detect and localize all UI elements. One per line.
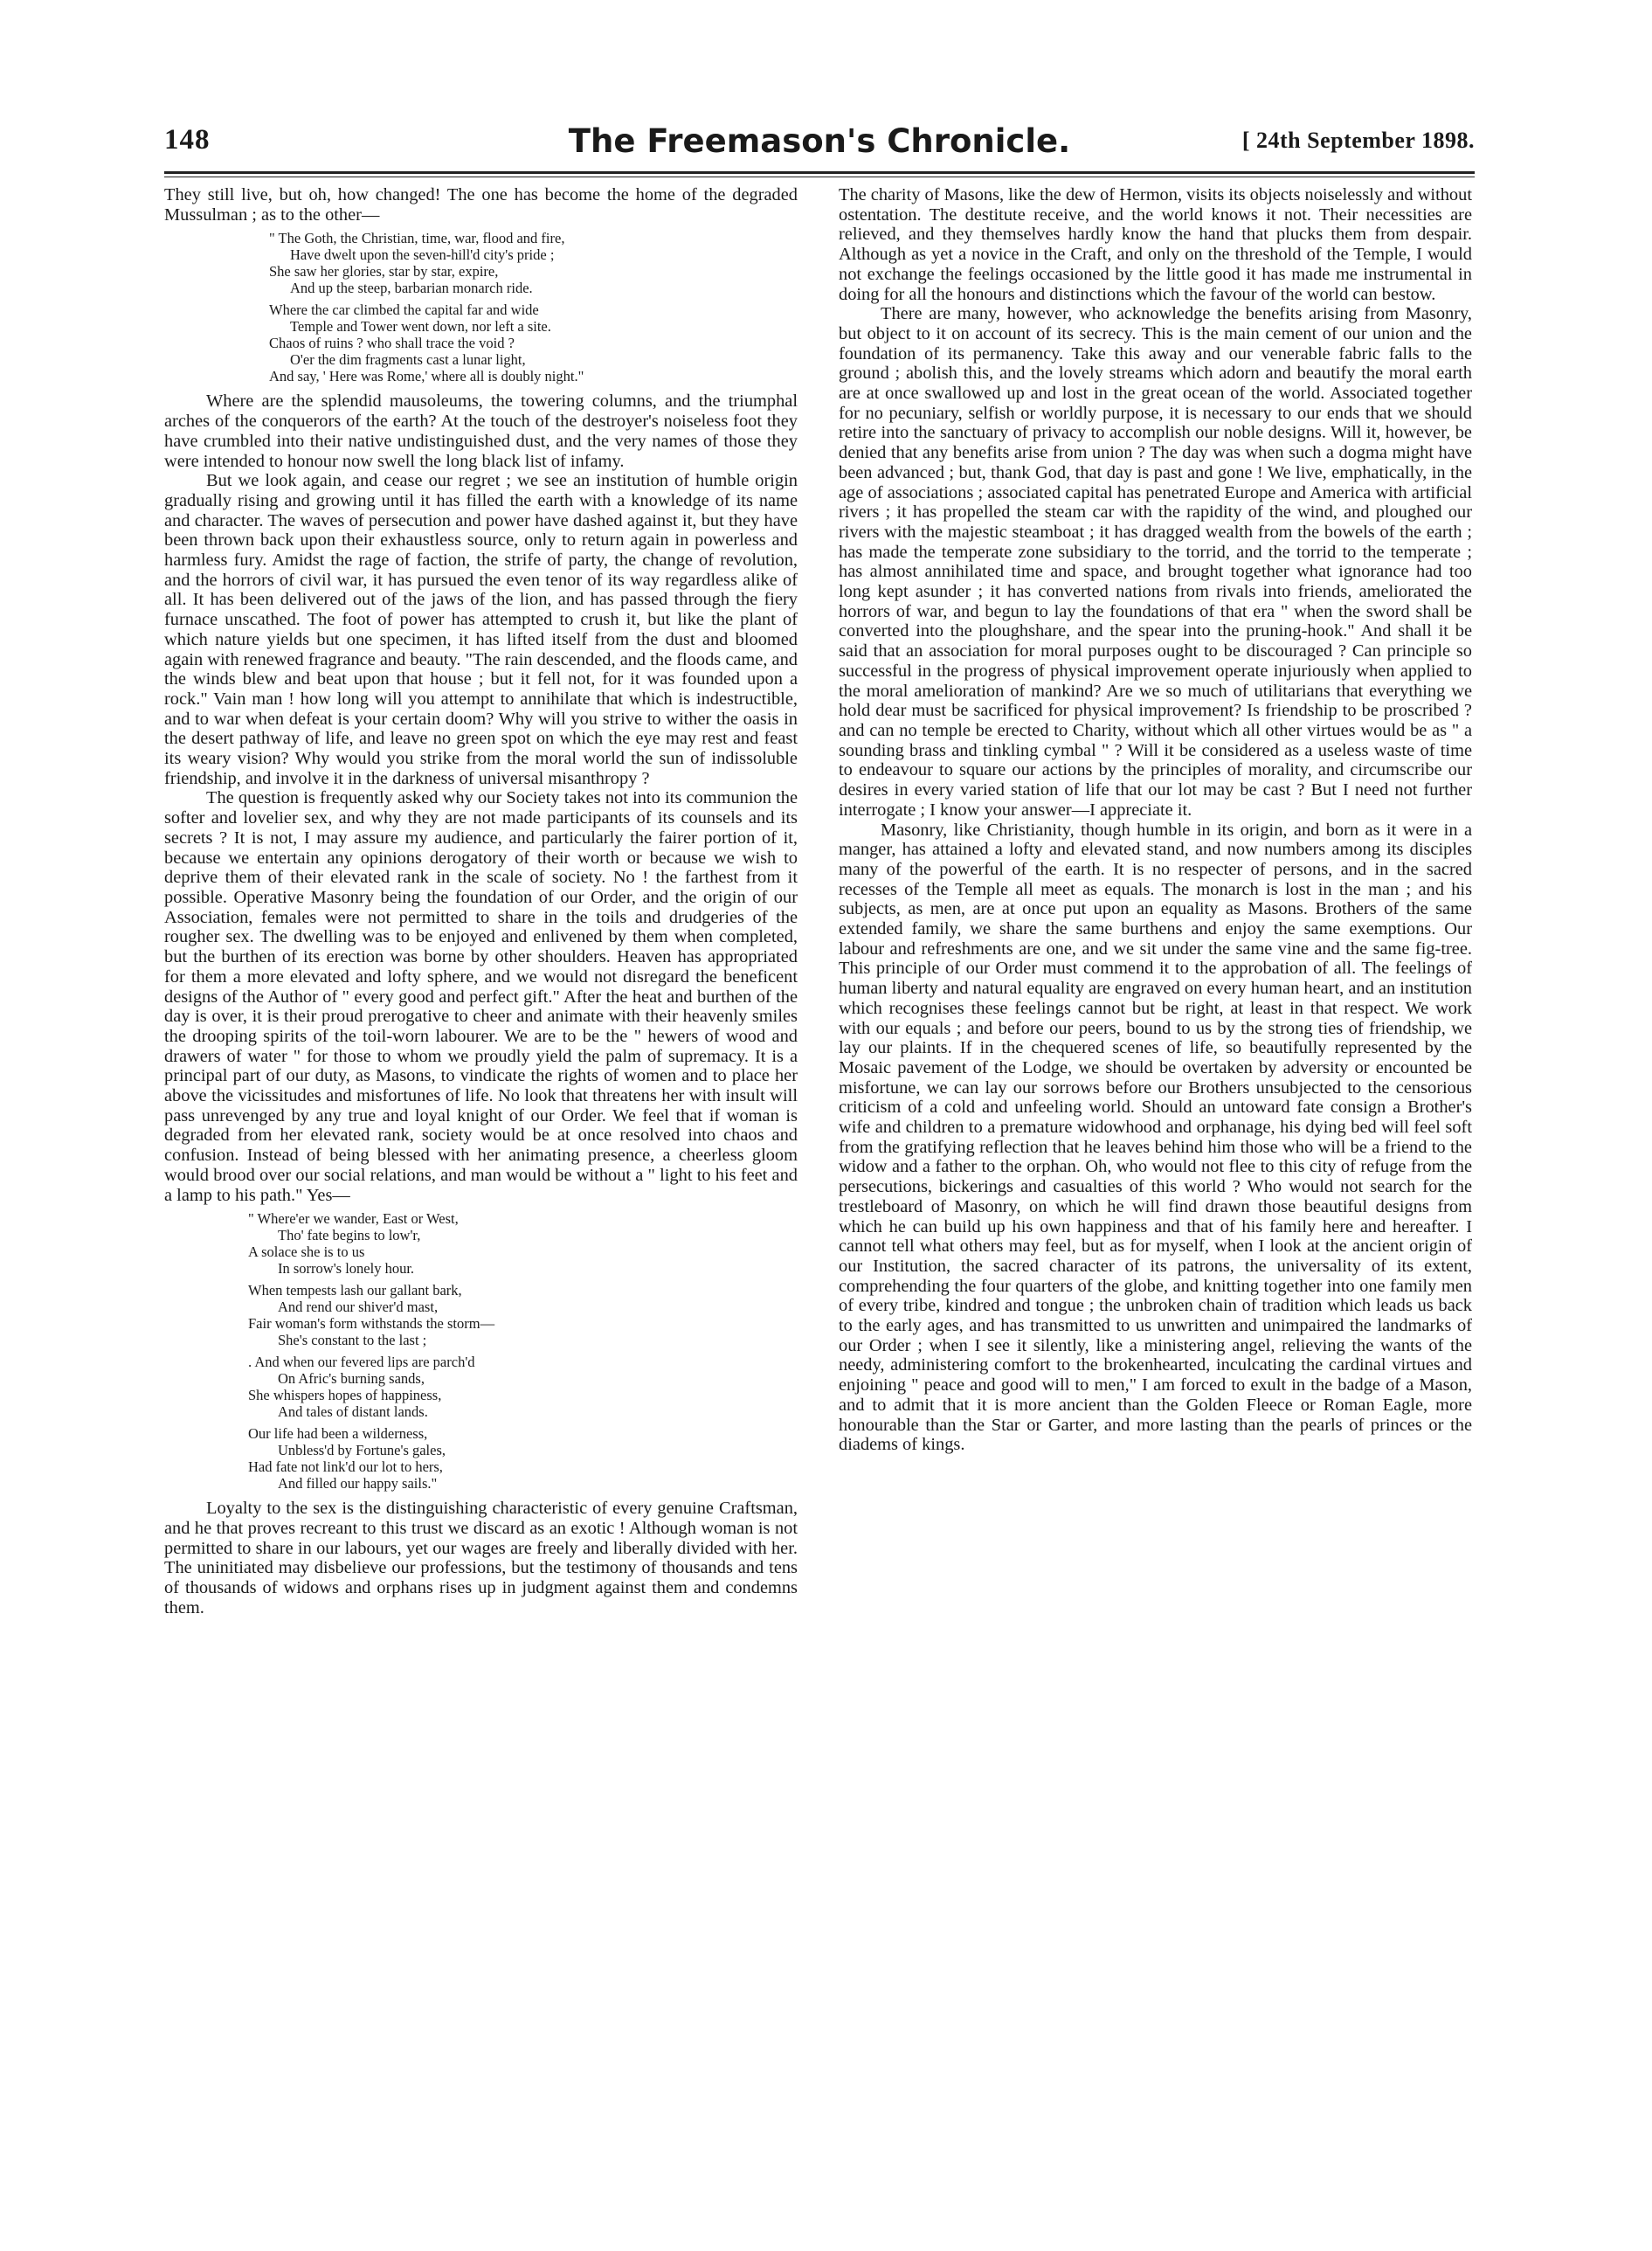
paragraph: But we look again, and cease our regret ; we see an institution of humble origin gradually rising and growing until it has filled the earth with a knowledge of its name and character. The waves of persecution and power have dashed against it, but they have been thrown back upon their exhaustless source, only to return again in powerless and harmless fury. Amidst the rage of faction, the strife of party, the change of revolution, and the horrors of civil war, it has pursued the even tenor of its way regardless alike of all. It has been delivered out of the jaws of the lion, and has passed through the fiery furnace unscathed. The foot of power has attempted to crush it, but like the plant of which nature yields but one specimen, it has lifted itself from the dust and bloomed again with renewed fragrance and beauty. "The rain descended, and the floods came, and the winds blew and beat upon that house ; but it fell not, for it was founded upon a rock." Vain man ! how long will you attempt to annihilate that which is indestructible, and to war when defeat is your certain doom? Why will you strive to wither the oasis in the desert pathway of life, and leave no green spot on which the eye may rest and feast its weary vision? Why would you strike from the moral world the sun of indissoluble friendship, and involve it in the darkness of universal misanthropy ?: [164, 471, 798, 788]
paragraph: Loyalty to the sex is the distinguishing characteristic of every genuine Craftsman, and he that proves recreant to this trust we discard as an exotic ! Although woman is not permitted to share in our labours, yet our wages are freely and liberally divided with her. The uninitiated may disbelieve our professions, but the testimony of thousands and tens of thousands of widows and orphans rises up in judgment against them and condemns them.: [164, 1499, 798, 1617]
poem-line: And filled our happy sails.": [278, 1475, 438, 1493]
paragraph: There are many, however, who acknowledge the benefits arising from Masonry, but object to it on account of its secrecy. This is the main cement of our union and the foundation of its permanency. Take this away and our venerable fabric falls to the ground ; abolish this, and the lovely streams which adorn and beautify the moral earth are at once swallowed up and lost in the great ocean of the world. Associated together for no pecuniary, selfish or worldly purpose, it is necessary to our ends that we should retire into the sanctuary of privacy to accomplish our noble designs. Will it, however, be denied that any benefits arise from union ? The day was when such a dogma might have been advanced ; but, thank God, that day is past and gone ! We live, emphatically, in the age of associations ; associated capital has penetrated Europe and America with artificial rivers ; it has propelled the steam car with the rapidity of the wind, and ploughed our rivers with the majestic steamboat ; it has dragged wealth from the bowels of the earth ; has made the temperate zone subsidiary to the torrid, and the torrid to the temperate ; has almost annihilated time and space, and brought together what ignorance had too long kept asunder ; it has converted nations from rivals into friends, ameliorated the horrors of war, and begun to lay the foundations of that era " when the sword shall be converted into the ploughshare, and the spear into the pruning-hook." And shall it be said that an association for moral purposes ought to be discouraged ? Can principle so successful in the progress of physical improvement operate injuriously when applied to the moral amelioration of mankind? Are we so much of utilitarians that everything we hold dear must be sacrificed for physical improvement? Is friendship to be proscribed ? and can no temple be erected to Charity, without which all other virtues would be as " a sounding brass and tinkling cymbal " ? Will it be considered as a useless waste of time to endeavour to square our actions by the principles of morality, and circumscribe our desires in every varied station of life that our lot may be cast ? But I need not further interrogate ; I know your answer—I appreciate it.: [839, 304, 1472, 820]
page-header: [164, 124, 1475, 166]
poem-line: On Afric's burning sands,: [278, 1370, 425, 1388]
poem-line: Chaos of ruins ? who shall trace the void ?: [269, 335, 515, 352]
poem-line: Have dwelt upon the seven-hill'd city's pride ;: [290, 246, 555, 264]
paragraph: Masonry, like Christianity, though humble in its origin, and born as it were in a manger, has attained a lofty and elevated stand, and now numbers among its disciples many of the powerful of the earth. It is no respecter of persons, and in the sacred recesses of the Temple all meet as equals. The monarch is lost in the man ; and his subjects, as men, are at once put upon an equality as Masons. Brothers of the same extended family, we share the same burthens and enjoy the same exemptions. Our labour and refreshments are one, and we sit under the same vine and the same fig-tree. This principle of our Order must commend it to the approbation of all. The feelings of human liberty and natural equality are engraved on every human heart, and an institution which recognises these feelings cannot but be right, at least in that respect. We work with our equals ; and before our peers, bound to us by the strong ties of friendship, we lay our plaints. If in the chequered scenes of life, so beautifully represented by the Mosaic pavement of the Lodge, we should be overtaken by adversity or encounted be misfortune, we can lay our sorrows before our Brothers unsubjected to the censorious criticism of a cold and unfeeling world. Should an untoward fate consign a Brother's wife and children to a premature widowhood and orphanage, his dying bed will feel soft from the gratifying reflection that he leaves behind him those who will be a friend to the widow and a father to the orphan. Oh, who would not flee to this city of refuge from the persecutions, bickerings and casualties of this world ? Who would not search for the trestleboard of Masonry, on which he will find drawn those beautiful designs from which he can build up his own happiness and that of his family here and hereafter. I cannot tell what others may feel, but as for myself, when I look at the ancient origin of our Institution, the sacred character of its patrons, the universality of its extent, comprehending the four quarters of the globe, and knitting together into one family men of every tribe, kindred and tongue ; the unbroken chain of tradition which leads us back to the early ages, and has transmitted to us unwritten and unimpaired the landmarks of our Order ; when I see it silently, like a ministering angel, relieving the wants of the needy, administering comfort to the brokenhearted, inculcating the cardinal virtues and enjoining " peace and good will to men," I am forced to exult in the badge of a Mason, and to admit that it is more ancient than the Golden Fleece or Roman Eagle, more honourable than the Star or Garter, and more lasting than the pearls of princes or the diadems of kings.: [839, 820, 1472, 1455]
poem-stanza: [248, 1282, 798, 1348]
poem-line: " Where'er we wander, East or West,: [248, 1210, 459, 1228]
header-rule-thick: [164, 171, 1475, 174]
poem-line: Our life had been a wilderness,: [248, 1425, 428, 1443]
publication-title: The Freemason's Chronicle.: [568, 122, 1071, 160]
poem-line: O'er the dim fragments cast a lunar light,: [290, 351, 526, 369]
page-number: 148: [164, 124, 211, 156]
poem-stanza: [248, 1210, 798, 1277]
poem-line: And up the steep, barbarian monarch ride.: [290, 280, 533, 297]
poem-stanza: [269, 301, 798, 384]
paragraph: They still live, but oh, how changed! The one has become the home of the degraded Mussulman ; as to the other—: [164, 185, 798, 225]
poem-line: Unbless'd by Fortune's gales,: [278, 1442, 446, 1459]
poem-line: Where the car climbed the capital far and wide: [269, 301, 539, 319]
poem-line: Temple and Tower went down, nor left a site.: [290, 318, 551, 336]
poem-line: . And when our fevered lips are parch'd: [248, 1354, 475, 1371]
poem-line: And tales of distant lands.: [278, 1403, 428, 1421]
poem-quotation: [164, 1210, 798, 1492]
paragraph: The charity of Masons, like the dew of Hermon, visits its objects noiselessly and without ostentation. The destitute receive, and the world knows it not. Their necessities are relieved, and they themselves hardly know the hand that plucks them from despair. Although as yet a novice in the Craft, and only on the threshold of the Temple, I would not exchange the feelings occasioned by the little good it has made me instrumental in doing for all the honours and distinctions which the favour of the world can bestow.: [839, 185, 1472, 304]
paragraph: Where are the splendid mausoleums, the towering columns, and the triumphal arches of the conquerors of the earth? At the touch of the destroyer's noiseless foot they have crumbled into their native undistinguished dust, and the very names of those they were intended to honour now swell the long black list of infamy.: [164, 391, 798, 471]
poem-line: She whispers hopes of happiness,: [248, 1387, 442, 1404]
poem-line: " The Goth, the Christian, time, war, flood and fire,: [269, 230, 565, 247]
poem-line: Had fate not link'd our lot to hers,: [248, 1458, 443, 1476]
right-column: [839, 185, 1472, 2213]
issue-date: [ 24th September 1898.: [1241, 128, 1475, 153]
poem-stanza: [248, 1354, 798, 1420]
poem-line: When tempests lash our gallant bark,: [248, 1282, 462, 1299]
poem-line: She's constant to the last ;: [278, 1332, 427, 1349]
poem-line: She saw her glories, star by star, expire,: [269, 263, 499, 281]
poem-line: And say, ' Here was Rome,' where all is doubly night.": [269, 368, 584, 385]
poem-line: Tho' fate begins to low'r,: [278, 1227, 421, 1244]
poem-quotation: [164, 230, 798, 384]
left-column: [164, 185, 798, 2213]
poem-line: A solace she is to us: [248, 1243, 365, 1261]
poem-stanza: [269, 230, 798, 296]
poem-line: And rend our shiver'd mast,: [278, 1299, 439, 1316]
poem-stanza: [248, 1425, 798, 1492]
paragraph: The question is frequently asked why our Society takes not into its communion the softer and lovelier sex, and why they are not made participants of its counsels and its secrets ? It is not, I may assure my audience, and particularly the fairer portion of it, because we entertain any opinions derogatory of their worth or because we wish to deprive them of their elevated rank in the scale of society. No ! the farthest from it possible. Operative Masonry being the foundation of our Order, and the origin of our Association, females were not permitted to share in the toils and drudgeries of the rougher sex. The dwelling was to be enjoyed and enlivened by them when completed, but the burthen of its erection was borne by other shoulders. Heaven has appropriated for them a more elevated and lofty sphere, and we would not disregard the beneficent designs of the Author of " every good and perfect gift." After the heat and burthen of the day is over, it is their proud prerogative to cheer and animate with their heavenly smiles the drooping spirits of the toil-worn labourer. We are to be the " hewers of wood and drawers of water " for those to whom we proudly yield the palm of supremacy. It is a principal part of our duty, as Masons, to vindicate the rights of women and to place her above the vicissitudes and misfortunes of life. No look that threatens her with insult will pass unrevenged by any true and loyal knight of our Order. We feel that if woman is degraded from her elevated rank, society would be at once resolved into chaos and confusion. Instead of being blessed with her animating presence, a cheerless gloom would brood over our social relations, and man would be without a " light to his feet and a lamp to his path." Yes—: [164, 788, 798, 1205]
poem-line: In sorrow's lonely hour.: [278, 1260, 415, 1278]
poem-line: Fair woman's form withstands the storm—: [248, 1315, 495, 1333]
